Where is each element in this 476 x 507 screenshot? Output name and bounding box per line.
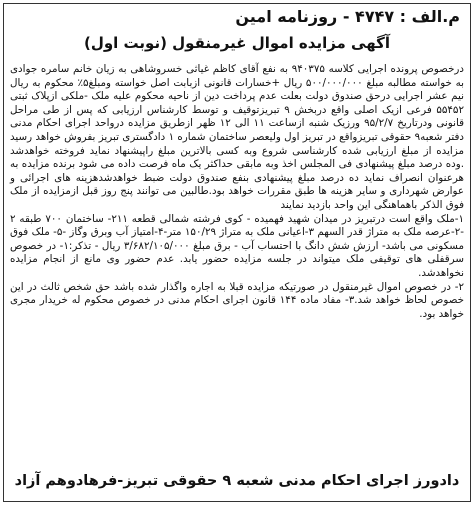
notice-paragraph-main: درخصوص پرونده اجرایی کلاسه ۹۴۰۳۷۵ به نفع آقای کاظم غیاثی خسروشاهی به زیان خانم سامره جوادی به خواسته مطالبه مبلغ ۵۰۰/۰۰۰/۰۰۰ ریال +خسارات قانونی ازبابت اصل خواسته ومبلغ۵٪ محکوم به ریال نیم عشر اجرایی درحق صندوق دولت بعلت عدم پرداخت دین از ناحیه محکوم علیه ملک -ملکی ازپلاک ثبتی ۵۵۴۵۲ فرعی ازیک اصلی واقع دربخش ۹ تبریزتوقیف و توسط کارشناس ارزیابی که پس از طی مراحل قانونی ودرتاریخ ۹۵/۲/۷ ورزیک شنبه ازساعت ۱۱ الی ۱۲ ظهر ازطریق مزایده درواحد اجرای احکام مدنی دفتر شعبه۹ حقوقی تبریزواقع در تبریز اول ولیعصر ساختمان شماره ۱ دادگستری تبریز بفروش خواهد رسید مزایده از مبلغ ارزیابی شده کارشناسی شروع وبه کسی بالاترین مبلغ راپیشنهاد نماید فروخته خواهدشد .وده درصد مبلغ پیشنهادی فی المجلس اخذ وبه مابقی حداکثر یک ماه فرصت داده می شود برنده مزایده به هرعنوان انصراف نماید ده درصد مبلغ پیشنهادی بنفع صندوق دولت ضبط خواهدشدهزینه های اجرائی و عوارض شهرداری و سایر هزینه ها طبق مقررات خواهد بود.طالبین می توانند پنج روز قبل ازمزایده از ملک فوق الذکر باهماهنگی این واحد بازدید نمایند <box>10 63 465 211</box>
notice-signature: دادورز اجرای احکام مدنی شعبه ۹ حقوقی تبریز-فرهادوهم آزاد <box>14 473 460 489</box>
newspaper-notice <box>3 3 471 502</box>
notice-paragraph-conditions: ۲- در خصوص اموال غیرمنقول در صورتیکه مزایده قبلا به اجاره واگذار شده باشد حق شخص ثالث در این خصوص لحاظ خواهد شد.۳- مفاد ماده ۱۴۴ قانون اجرای احکام مدنی در خصوص محکوم له خریدار مجری خواهد بود. <box>10 280 464 320</box>
notice-paragraph-property-details: ۱-ملک واقع است درتبریز در میدان شهید فهمیده - کوی فرشته شمالی قطعه ۲۱۱- ساختمان ۷۰۰ طبقه ۲ -۲-عرصه ملک به متراژ قدر السهم ۳-اعیانی ملک به متراژ ۱۵۰/۲۹ متر-۴-امتیاز آب وبرق وگاز -۵- ملک فوق مسکونی می باشد- ارزش شش دانگ با احتساب آب - برق مبلغ ۳/۶۸۲/۱۰۵/۰۰۰ ریال - تذکر:۱- در خصوص سرقفلی های توقیفی ملک میتواند در جلسه مزایده حضور یابد. عدم حضور وی مانع از انجام مزایده نخواهدشد. <box>10 212 465 279</box>
notice-body <box>4 63 470 321</box>
notice-title: آگهی مزایده اموال غیرمنقول (نوبت اول) <box>83 34 391 52</box>
notice-reference: م.الف : ۴۷۴۷ - روزنامه امین <box>235 7 460 26</box>
